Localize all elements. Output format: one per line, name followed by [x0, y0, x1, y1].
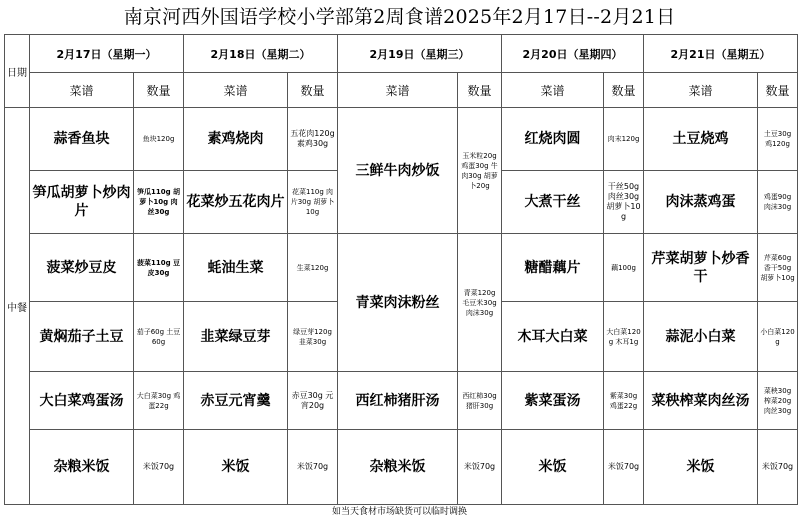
qty-column-header: 数量: [758, 73, 798, 108]
qty-cell: 米饭70g: [604, 430, 644, 505]
qty-cell: 米饭70g: [458, 430, 502, 505]
dish-cell: 素鸡烧肉: [184, 108, 288, 171]
qty-cell: 米饭70g: [758, 430, 798, 505]
dish-cell: 木耳大白菜: [502, 302, 604, 372]
qty-cell: 鱼块120g: [134, 108, 184, 171]
dish-column-header: 菜谱: [30, 73, 134, 108]
qty-column-header: 数量: [604, 73, 644, 108]
dish-cell: 蒜泥小白菜: [644, 302, 758, 372]
page-title: 南京河西外国语学校小学部第2周食谱2025年2月17日--2月21日: [123, 6, 676, 28]
dish-cell: 青菜肉沫粉丝: [338, 234, 458, 372]
qty-cell: 菠菜110g 豆皮30g: [134, 234, 184, 302]
qty-cell: 生菜120g: [288, 234, 338, 302]
dish-cell: 三鲜牛肉炒饭: [338, 108, 458, 234]
qty-cell: 肉末120g: [604, 108, 644, 171]
dish-cell: 芹菜胡萝卜炒香干: [644, 234, 758, 302]
qty-cell: 芹菜60g 香干50g 胡萝卜10g: [758, 234, 798, 302]
qty-cell: 绿豆芽120g 韭菜30g: [288, 302, 338, 372]
qty-cell: 赤豆30g 元宵20g: [288, 372, 338, 430]
qty-cell: 菜秧30g 榨菜20g 肉丝30g: [758, 372, 798, 430]
dish-cell: 肉沫蒸鸡蛋: [644, 171, 758, 234]
dish-cell: 黄焖茄子土豆: [30, 302, 134, 372]
day-header-fri: 2月21日（星期五）: [644, 35, 798, 73]
day-header-mon: 2月17日（星期一）: [30, 35, 184, 73]
qty-cell: 大白菜30g 鸡蛋22g: [134, 372, 184, 430]
footer-note: 如当天食材市场缺货可以临时调换: [331, 507, 467, 517]
qty-cell: 青菜120g 毛豆米30g 肉沫30g: [458, 234, 502, 372]
qty-cell: 茄子60g 土豆60g: [134, 302, 184, 372]
date-row-label: 日期: [5, 35, 30, 108]
qty-cell: 紫菜30g 鸡蛋22g: [604, 372, 644, 430]
dish-cell: 菜秧榨菜肉丝汤: [644, 372, 758, 430]
dish-cell: 蒜香鱼块: [30, 108, 134, 171]
dish-cell: 西红柿猪肝汤: [338, 372, 458, 430]
dish-cell: 紫菜蛋汤: [502, 372, 604, 430]
qty-cell: 西红柿30g 猪肝30g: [458, 372, 502, 430]
menu-table: [4, 34, 798, 505]
dish-cell: 杂粮米饭: [338, 430, 458, 505]
dish-cell: 米饭: [184, 430, 288, 505]
qty-cell: 笋瓜110g 胡萝卜10g 肉丝30g: [134, 171, 184, 234]
dish-cell: 糖醋藕片: [502, 234, 604, 302]
qty-cell: 大白菜120g 木耳1g: [604, 302, 644, 372]
dish-cell: 土豆烧鸡: [644, 108, 758, 171]
qty-cell: 玉米粒20g 鸡蛋30g 牛肉30g 胡萝卜20g: [458, 108, 502, 234]
dish-cell: 蚝油生菜: [184, 234, 288, 302]
day-header-tue: 2月18日（星期二）: [184, 35, 338, 73]
dish-cell: 米饭: [644, 430, 758, 505]
qty-cell: 藕100g: [604, 234, 644, 302]
dish-column-header: 菜谱: [338, 73, 458, 108]
qty-cell: 小白菜120g: [758, 302, 798, 372]
qty-cell: 米饭70g: [288, 430, 338, 505]
dish-column-header: 菜谱: [644, 73, 758, 108]
qty-column-header: 数量: [134, 73, 184, 108]
dish-cell: 米饭: [502, 430, 604, 505]
qty-cell: 花菜110g 肉片30g 胡萝卜10g: [288, 171, 338, 234]
lunch-row-label: 中餐: [5, 108, 30, 505]
day-header-thu: 2月20日（星期四）: [502, 35, 644, 73]
dish-cell: 韭菜绿豆芽: [184, 302, 288, 372]
dish-cell: 菠菜炒豆皮: [30, 234, 134, 302]
dish-column-header: 菜谱: [184, 73, 288, 108]
dish-cell: 大煮干丝: [502, 171, 604, 234]
dish-cell: 红烧肉圆: [502, 108, 604, 171]
dish-column-header: 菜谱: [502, 73, 604, 108]
dish-cell: 花菜炒五花肉片: [184, 171, 288, 234]
qty-cell: 米饭70g: [134, 430, 184, 505]
dish-cell: 笋瓜胡萝卜炒肉片: [30, 171, 134, 234]
dish-cell: 杂粮米饭: [30, 430, 134, 505]
dish-cell: 大白菜鸡蛋汤: [30, 372, 134, 430]
day-header-wed: 2月19日（星期三）: [338, 35, 502, 73]
qty-cell: 土豆30g 鸡120g: [758, 108, 798, 171]
dish-cell: 赤豆元宵羹: [184, 372, 288, 430]
qty-column-header: 数量: [458, 73, 502, 108]
qty-column-header: 数量: [288, 73, 338, 108]
qty-cell: 五花肉120g 素鸡30g: [288, 108, 338, 171]
qty-cell: 干丝50g肉丝30g胡萝卜10g: [604, 171, 644, 234]
qty-cell: 鸡蛋90g 肉沫30g: [758, 171, 798, 234]
